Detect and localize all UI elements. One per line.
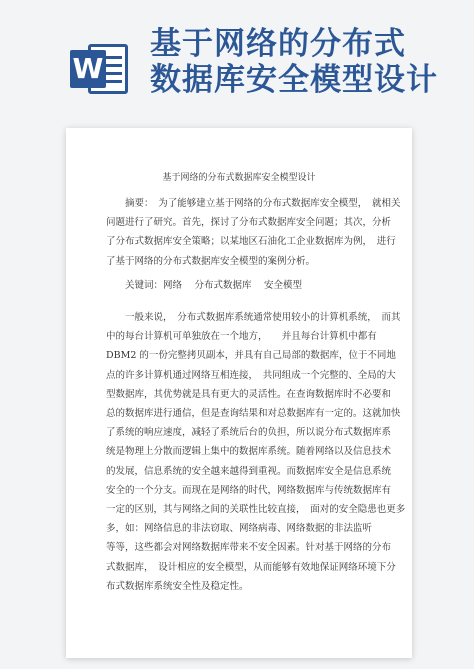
body-line: 中的每台计算机可单独放在一个地方， 并且每台计算机中都有 bbox=[106, 331, 377, 343]
body-line: 型数据库，其优势就是具有更大的灵活性。在查询数据库时不必要和 bbox=[106, 388, 392, 400]
body-line: 式数据库， 设计相应的安全模型，从而能够有效地保证网络环境下分 bbox=[106, 561, 396, 573]
body-line: 统是物理上分散而逻辑上集中的数据库系统。随着网络以及信息技术 bbox=[106, 446, 392, 458]
word-letter-badge: W bbox=[70, 50, 106, 88]
banner-title-line-1: 基于网络的分布式 bbox=[150, 26, 406, 62]
body-line: 布式数据库系统安全性及稳定性。 bbox=[106, 580, 249, 592]
body-line: 多，如：网络信息的非法窃取、网络病毒、网络数据的非法监听 bbox=[106, 523, 373, 535]
abstract-line: 摘要： 为了能够建立基于网络的分布式数据库安全模型， 就相关 bbox=[106, 198, 401, 209]
body-line: 的发展，信息系统的安全越来越得到重视。而数据库安全是信息系统 bbox=[106, 465, 392, 477]
word-document-icon bbox=[68, 40, 132, 98]
body-line: 了系统的响应速度，减轻了系统后台的负担，所以说分布式数据库系 bbox=[106, 427, 392, 439]
document-page bbox=[66, 128, 412, 658]
body-line: 安全的一个分支。而现在是网络的时代，网络数据库与传统数据库有 bbox=[106, 484, 392, 496]
keywords-paragraph bbox=[106, 276, 396, 295]
body-line: 点的许多计算机通过网络互相连接， 共同组成一个完整的、全局的大 bbox=[106, 369, 396, 381]
abstract-line: 问题进行了研究。首先，探讨了分布式数据库安全问题；其次，分析 bbox=[106, 217, 392, 229]
banner-title-line-2: 数据库安全模型设计 bbox=[150, 62, 438, 98]
abstract-line: 了基于网络的分布式数据库安全模型的案例分析。 bbox=[106, 255, 316, 267]
body-paragraph bbox=[106, 308, 406, 596]
banner-title bbox=[150, 26, 470, 98]
body-line: 一定的区别，其与网络之间的关联性比较直接， 面对的安全隐患也更多 bbox=[106, 504, 406, 516]
document-title: 基于网络的分布式数据库安全模型设计 bbox=[162, 173, 316, 183]
body-line: 一般来说， 分布式数据库系统通常使用较小的计算机系统， 而其 bbox=[106, 312, 401, 323]
keywords-line: 关键词：网络 分布式数据库 安全模型 bbox=[106, 280, 303, 291]
page-banner bbox=[0, 0, 474, 120]
body-line: 总的数据库进行通信，但是查询结果和对总数据库有一定的。这就加快 bbox=[106, 408, 401, 420]
abstract-paragraph bbox=[106, 194, 401, 271]
abstract-line: 了分布式数据库安全策略；以某地区石油化工企业数据库为例， 进行 bbox=[106, 236, 396, 248]
body-line: DBM2 的一份完整拷贝副本，并具有自己局部的数据库，位于不同地 bbox=[106, 350, 396, 362]
body-line: 等等，这些都会对网络数据库带来不安全因素。针对基于网络的分布 bbox=[106, 542, 392, 554]
